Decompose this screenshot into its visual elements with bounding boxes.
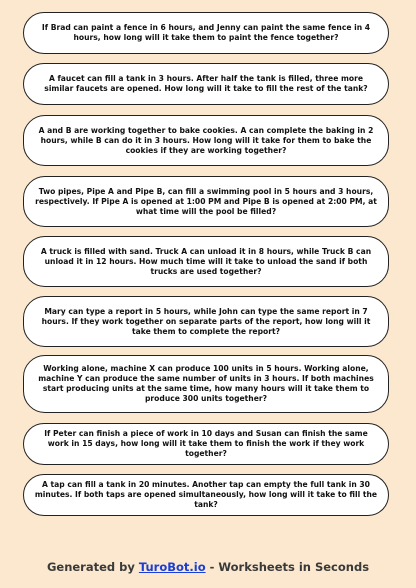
footer [0, 560, 416, 574]
problem-card-2 [23, 63, 389, 105]
brand-link[interactable]: TuroBot.io [138, 560, 206, 574]
problem-card-8 [23, 423, 389, 465]
problem-text: If Peter can finish a piece of work in 10 days and Susan can finish the same work in 15 days, how long will it take them to finish the work if they work together? [44, 429, 368, 458]
problem-card-9 [23, 474, 389, 516]
footer-suffix: - Worksheets in Seconds [205, 560, 370, 574]
problem-text: A and B are working together to bake cookies. A can complete the baking in 2 hours, while B can do it in 3 hours. How long will it take for them to bake the cookies if they are working together? [38, 125, 374, 155]
problem-text: Working alone, machine X can produce 100 units in 5 hours. Working alone, machine Y can produce the same number of units in 3 hours. If both machines start producing units at the same time, how many hours will it take them to produce 300 units together? [38, 364, 374, 403]
problem-text: Mary can type a report in 5 hours, while John can type the same report in 7 hours. If they work together on separate parts of the report, how long will it take them to complete the report? [41, 306, 371, 336]
problem-card-3 [23, 115, 389, 166]
problem-text: If Brad can paint a fence in 6 hours, and Jenny can paint the same fence in 4 hours, how long will it take them to paint the fence together? [41, 23, 371, 42]
problem-card-7 [23, 355, 389, 413]
problem-text: Two pipes, Pipe A and Pipe B, can fill a swimming pool in 5 hours and 3 hours, respectively. If Pipe A is opened at 1:00 PM and Pipe B is opened at 2:00 PM, at what time will the pool be filled? [35, 186, 377, 216]
footer-prefix: Generated by [46, 560, 139, 574]
problem-card-5 [23, 236, 389, 287]
problem-card-1 [23, 12, 389, 54]
problem-card-6 [23, 296, 389, 347]
problem-text: A truck is filled with sand. Truck A can unload it in 8 hours, while Truck B can unload it in 12 hours. How much time will it take to unload the sand if both trucks are used together? [40, 246, 372, 276]
problem-text: A faucet can fill a tank in 3 hours. After half the tank is filled, three more similar faucets are opened. How long will it take to fill the rest of the tank? [44, 74, 368, 93]
problem-card-4 [23, 176, 389, 227]
problem-text: A tap can fill a tank in 20 minutes. Another tap can empty the full tank in 30 minutes. If both taps are opened simultaneously, how long will it take to fill the tank? [34, 480, 378, 509]
